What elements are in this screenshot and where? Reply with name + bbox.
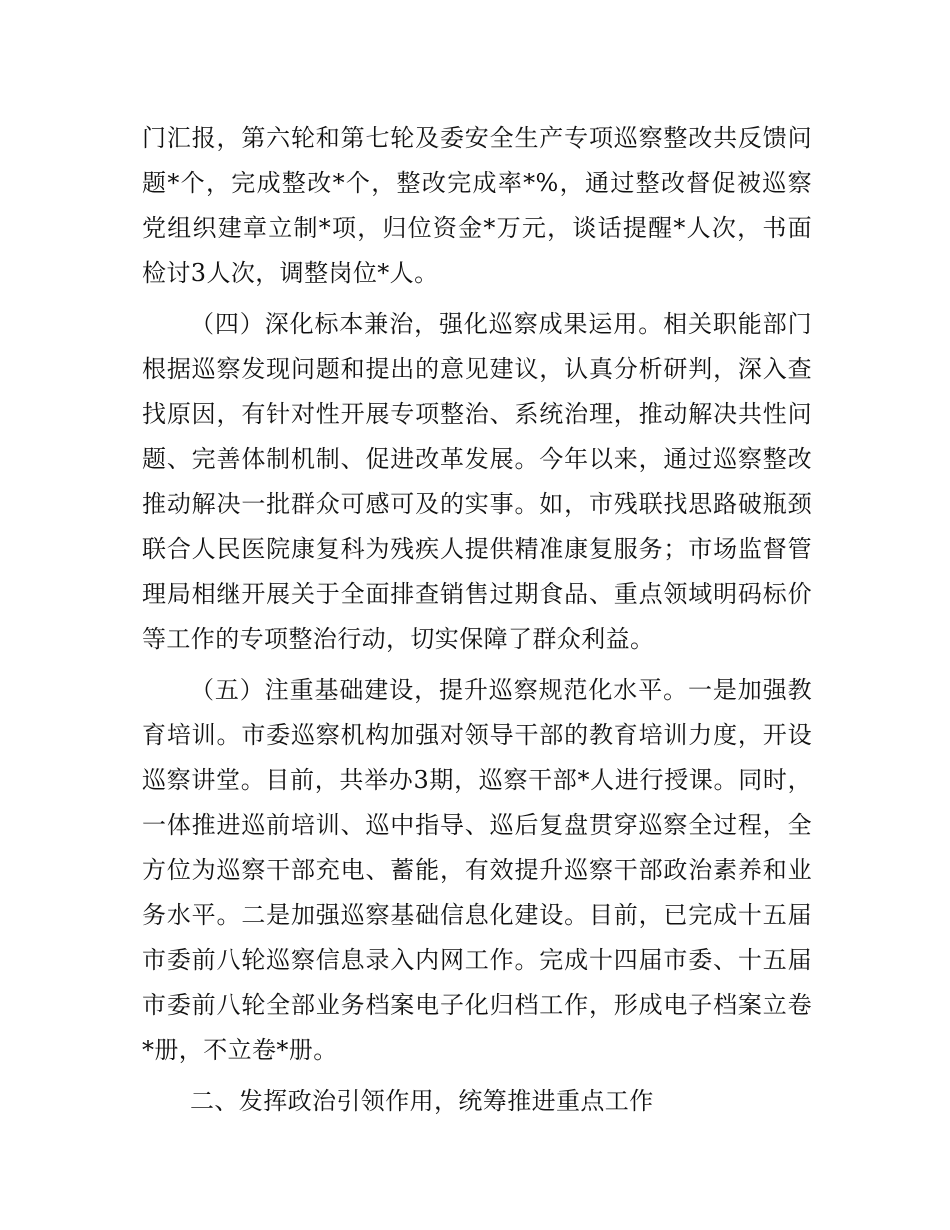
paragraph-section-four: （四）深化标本兼治，强化巡察成果运用。相关职能部门根据巡察发现问题和提出的意见建议，认真分析研判，深入查找原因，有针对性开展专项整治、系统治理，推动解决共性问题、完善体制机制、促进改革发展。今年以来，通过巡察整改推动解决一批群众可感可及的实事。如，市残联找思路破瓶颈联合人民医院康复科为残疾人提供精准康复服务；市场监督管理局相继开展关于全面排查销售过期食品、重点领域明码标价等工作的专项整治行动，切实保障了群众利益。 bbox=[142, 310, 812, 653]
paragraph-section-five: （五）注重基础建设，提升巡察规范化水平。一是加强教育培训。市委巡察机构加强对领导干部的教育培训力度，开设巡察讲堂。目前，共举办3期，巡察干部*人进行授课。同时，一体推进巡前培训、巡中指导、巡后复盘贯穿巡察全过程，全方位为巡察干部充电、蓄能，有效提升巡察干部政治素养和业务水平。二是加强巡察基础信息化建设。目前，已完成十五届市委前八轮巡察信息录入内网工作。完成十四届市委、十五届市委前八轮全部业务档案电子化归档工作，形成电子档案立卷*册，不立卷*册。 bbox=[142, 676, 812, 1064]
paragraph-continuation: 门汇报，第六轮和第七轮及委安全生产专项巡察整改共反馈问题*个，完成整改*个，整改完成率*%，通过整改督促被巡察党组织建章立制*项，归位资金*万元，谈话提醒*人次，书面检讨3人次，调整岗位*人。 bbox=[142, 124, 812, 287]
section-heading-two: 二、发挥政治引领作用，统筹推进重点工作 bbox=[190, 1087, 654, 1115]
document-body bbox=[142, 116, 812, 1130]
